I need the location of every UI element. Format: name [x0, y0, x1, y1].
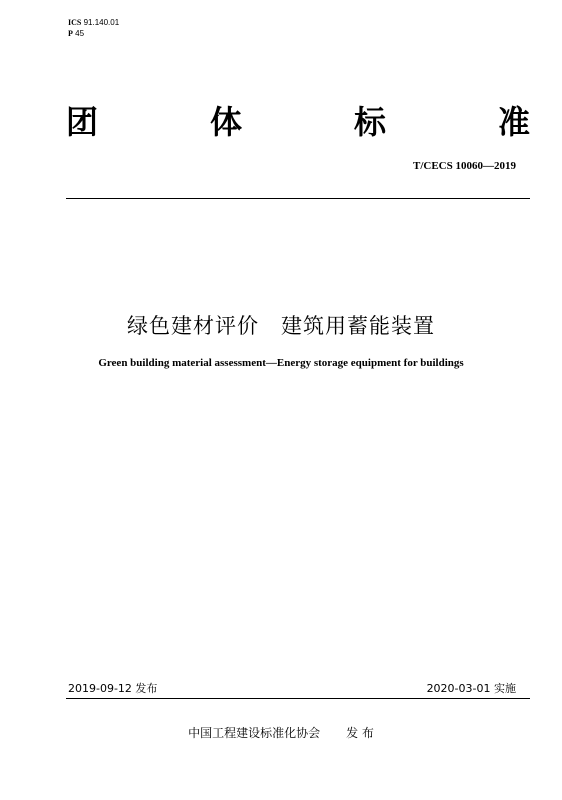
standard-type-char: 团 — [66, 103, 99, 141]
ics-code: 91.140.01 — [83, 18, 120, 27]
english-title: Green building material assessment—Energy storage equipment for buildings — [98, 357, 464, 369]
standard-code: T/CECS 10060—2019 — [413, 160, 516, 172]
issuer-name: 中国工程建设标准化协会 — [188, 726, 321, 740]
issuer-action: 发 布 — [346, 726, 374, 740]
chinese-title: 绿色建材评价 建筑用蓄能装置 — [127, 314, 435, 338]
standard-type-char: 准 — [497, 103, 530, 141]
issuer-line — [0, 724, 562, 741]
class-code: 45 — [75, 29, 85, 38]
publish-date: 2019-09-12 发布 — [68, 682, 158, 695]
ics-label: ICS — [68, 18, 82, 27]
class-line — [68, 29, 84, 39]
ics-line — [68, 18, 119, 28]
class-label: P — [68, 29, 73, 38]
standard-type-title — [66, 98, 530, 142]
header-divider — [66, 198, 530, 199]
standard-type-char: 体 — [209, 103, 242, 141]
standard-type-char: 标 — [353, 103, 386, 141]
implement-date: 2020-03-01 实施 — [426, 682, 516, 695]
footer-divider — [66, 698, 530, 699]
